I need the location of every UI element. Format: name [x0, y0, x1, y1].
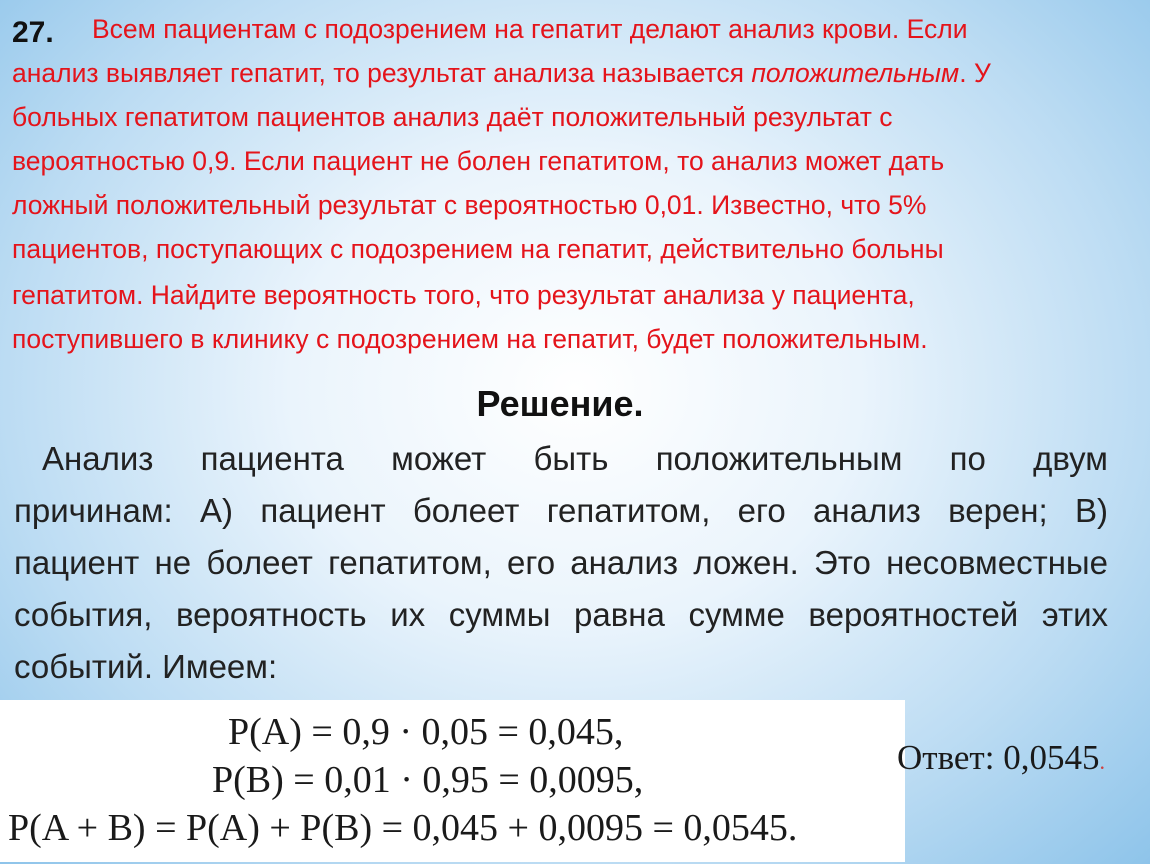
problem-line-8: поступившего в клинику с подозрением на гепатит, будет положительным. [12, 324, 928, 354]
formula-pb: P(B) = 0,01 · 0,95 = 0,0095, [212, 759, 644, 801]
solution-line-2: причинам: А) пациент болеет гепатитом, его анализ верен; В) [14, 492, 1108, 529]
formula-sum: P(A + B) = P(A) + P(B) = 0,045 + 0,0095 = 0,0545. [8, 807, 798, 849]
formula-pa: P(A) = 0,9 · 0,05 = 0,045, [228, 711, 624, 753]
answer-value: 0,0545 [1003, 738, 1100, 777]
solution-line-4: события, вероятность их суммы равна сумме вероятностей этих [14, 596, 1108, 633]
problem-line-4: вероятностью 0,9. Если пациент не болен гепатитом, то анализ может дать [12, 146, 945, 176]
solution-line-5: событий. Имеем: [14, 648, 278, 685]
solution-line-1: Анализ пациента может быть положительным по двум [42, 440, 1108, 477]
problem-line-2: анализ выявляет гепатит, то результат анализа называется положительным. У [12, 58, 991, 88]
problem-line-1: Всем пациентам с подозрением на гепатит делают анализ крови. Если [92, 14, 968, 44]
problem-line-7: гепатитом. Найдите вероятность того, что результат анализа у пациента, [12, 280, 915, 310]
solution-title: Решение. [476, 383, 644, 424]
answer-label: Ответ: [897, 738, 995, 777]
answer [897, 738, 1105, 778]
problem-number: 27. [12, 16, 54, 49]
problem-line-6: пациентов, поступающих с подозрением на гепатит, действительно больны [12, 234, 944, 264]
answer-dot: . [1099, 749, 1105, 774]
problem-line-5: ложный положительный результат с вероятностью 0,01. Известно, что 5% [12, 190, 927, 220]
problem-line-3: больных гепатитом пациентов анализ даёт положительный результат с [12, 102, 893, 132]
solution-line-3: пациент не болеет гепатитом, его анализ ложен. Это несовместные [14, 544, 1108, 581]
italic-term: положительным [751, 58, 960, 88]
formula-box [0, 700, 905, 862]
